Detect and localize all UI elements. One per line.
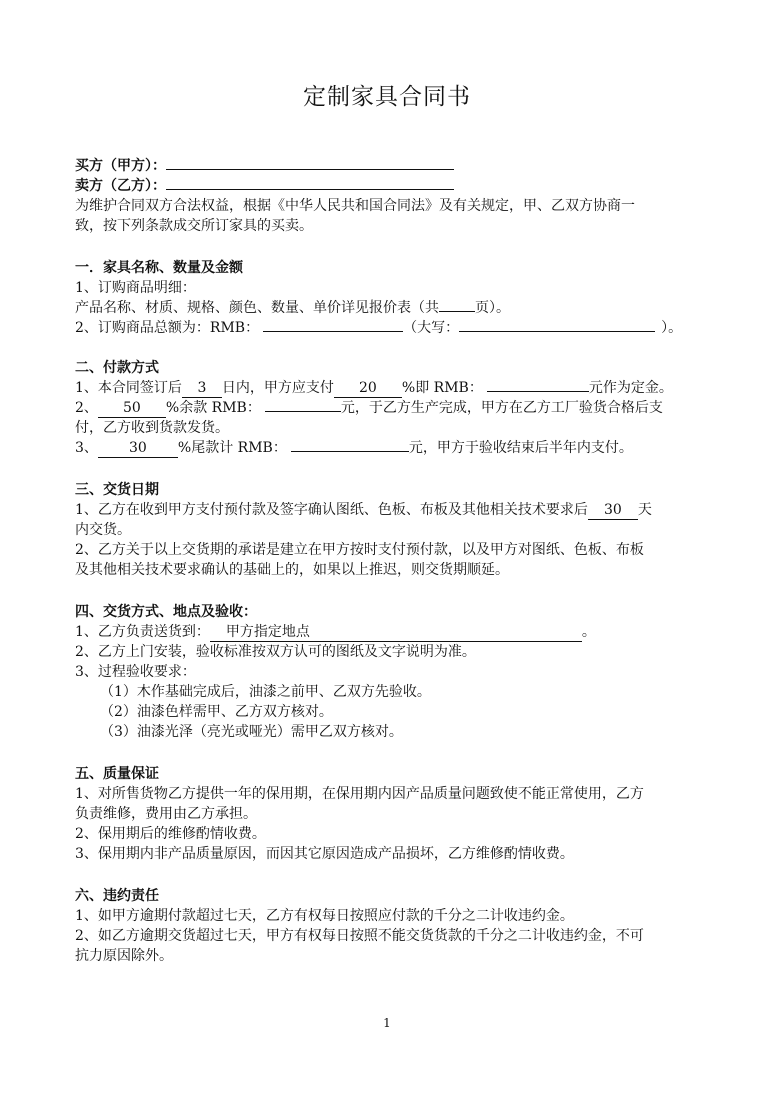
s2-line-1-mid: 日内，甲方应支付 <box>221 380 334 396</box>
s4-sub-1: （1）木作基础完成后，油漆之前甲、乙双方先验收。 <box>100 684 431 700</box>
buyer-line <box>75 156 454 176</box>
s2-line-1-end: 元作为定金。 <box>588 380 673 396</box>
seller-label: 卖方（乙方）： <box>75 178 166 194</box>
s2-line-2 <box>75 398 663 418</box>
s1-line-2-text: 产品名称、材质、规格、颜色、数量、单价详见报价表（共 <box>75 300 439 316</box>
deposit-days-blank[interactable]: 3 <box>182 380 222 398</box>
s2-line-2-text: 元，于乙方生产完成，甲方在乙方工厂验货合格后支 <box>340 400 663 416</box>
section-5-heading: 五、质量保证 <box>75 766 159 782</box>
s6-line-2: 2、如乙方逾期交货超过七天，甲方有权每日按照不能交货货款的千分之二计收违约金，不可 <box>75 928 644 944</box>
s2-line-3 <box>75 438 633 458</box>
s5-line-3: 3、保用期内非产品质量原因，而因其它原因造成产品损坏，乙方维修酌情收费。 <box>75 846 574 862</box>
delivery-days-blank[interactable]: 30 <box>588 502 638 520</box>
quote-pages-blank[interactable] <box>439 311 475 312</box>
final-amount-blank[interactable] <box>291 451 409 452</box>
s2-line-2-rmb: %余款 RMB： <box>165 400 261 416</box>
section-6-heading: 六、违约责任 <box>75 888 159 904</box>
s1-line-2-end: 页）。 <box>475 300 510 316</box>
s1-line-3-end: ）。 <box>661 320 683 336</box>
page-number: 1 <box>383 1016 391 1030</box>
section-3-heading: 三、交货日期 <box>75 482 159 498</box>
s3-line-1 <box>75 500 652 520</box>
balance-amount-blank[interactable] <box>265 411 341 412</box>
s4-line-2: 2、乙方上门安装，验收标准按双方认可的图纸及文字说明为准。 <box>75 644 476 660</box>
s1-line-3 <box>75 318 682 338</box>
s3-line-2-cont: 及其他相关技术要求确认的基础上的，如果以上推迟，则交货期顺延。 <box>75 562 509 578</box>
buyer-blank[interactable] <box>166 169 454 170</box>
s6-line-1: 1、如甲方逾期付款超过七天，乙方有权每日按照应付款的千分之二计收违约金。 <box>75 908 574 924</box>
uppercase-label: （大写： <box>403 320 460 336</box>
s2-line-1-rmb: %即 RMB： <box>401 380 483 396</box>
s3-line-2: 2、乙方关于以上交货期的承诺是建立在甲方按时支付预付款，以及甲方对图纸、色板、布板 <box>75 542 644 558</box>
intro-line-2: 致，按下列条款成交所订家具的买卖。 <box>75 218 313 234</box>
section-2-heading: 二、付款方式 <box>75 360 159 376</box>
section-1-heading: 一．家具名称、数量及金额 <box>75 260 243 276</box>
total-amount-blank[interactable] <box>263 331 403 332</box>
s2-line-3-num: 3、 <box>75 440 98 456</box>
balance-percent-blank[interactable]: 50 <box>98 400 166 418</box>
s5-line-1: 1、对所售货物乙方提供一年的保用期，在保用期内因产品质量问题致使不能正常使用，乙方 <box>75 786 644 802</box>
intro-line-1: 为维护合同双方合法权益，根据《中华人民共和国合同法》及有关规定，甲、乙双方协商一 <box>75 198 635 214</box>
delivery-place-blank[interactable]: 甲方指定地点 <box>210 624 582 642</box>
s1-line-1: 1、订购商品明细： <box>75 280 196 296</box>
s4-sub-3: （3）油漆光泽（亮光或哑光）需甲乙双方核对。 <box>100 724 403 740</box>
total-amount-label: 2、订购商品总额为：RMB： <box>75 320 260 336</box>
s4-line-1-text: 1、乙方负责送货到： <box>75 624 210 640</box>
s2-line-2-num: 2、 <box>75 400 98 416</box>
final-percent-blank[interactable]: 30 <box>98 440 178 458</box>
section-4-heading: 四、交货方式、地点及验收： <box>75 604 257 620</box>
uppercase-amount-blank[interactable] <box>459 331 655 332</box>
s2-line-3-text: 元，甲方于验收结束后半年内支付。 <box>408 440 633 456</box>
buyer-label: 买方（甲方）： <box>75 158 166 174</box>
s1-line-2 <box>75 298 510 318</box>
s5-line-1-cont: 负责维修，费用由乙方承担。 <box>75 806 257 822</box>
s3-line-1-end: 天 <box>637 502 652 518</box>
deposit-percent-blank[interactable]: 20 <box>334 380 402 398</box>
s6-line-2-cont: 抗力原因除外。 <box>75 948 173 964</box>
s2-line-1-text: 1、本合同签订后 <box>75 380 182 396</box>
deposit-amount-blank[interactable] <box>487 391 589 392</box>
s4-sub-2: （2）油漆色样需甲、乙方双方核对。 <box>100 704 333 720</box>
s5-line-2: 2、保用期后的维修酌情收费。 <box>75 826 266 842</box>
seller-blank[interactable] <box>166 189 454 190</box>
s3-line-1-cont: 内交货。 <box>75 522 131 538</box>
s3-line-1-text: 1、乙方在收到甲方支付预付款及签字确认图纸、色板、布板及其他相关技术要求后 <box>75 502 588 518</box>
s2-line-2-cont: 付，乙方收到货款发货。 <box>75 420 229 436</box>
document-title: 定制家具合同书 <box>303 84 471 110</box>
seller-line <box>75 176 454 196</box>
s4-line-3: 3、过程验收要求： <box>75 664 196 680</box>
s2-line-1 <box>75 378 673 398</box>
s2-line-3-rmb: %尾款计 RMB： <box>177 440 287 456</box>
s4-line-1-end: 。 <box>581 624 596 640</box>
s4-line-1 <box>75 622 596 642</box>
